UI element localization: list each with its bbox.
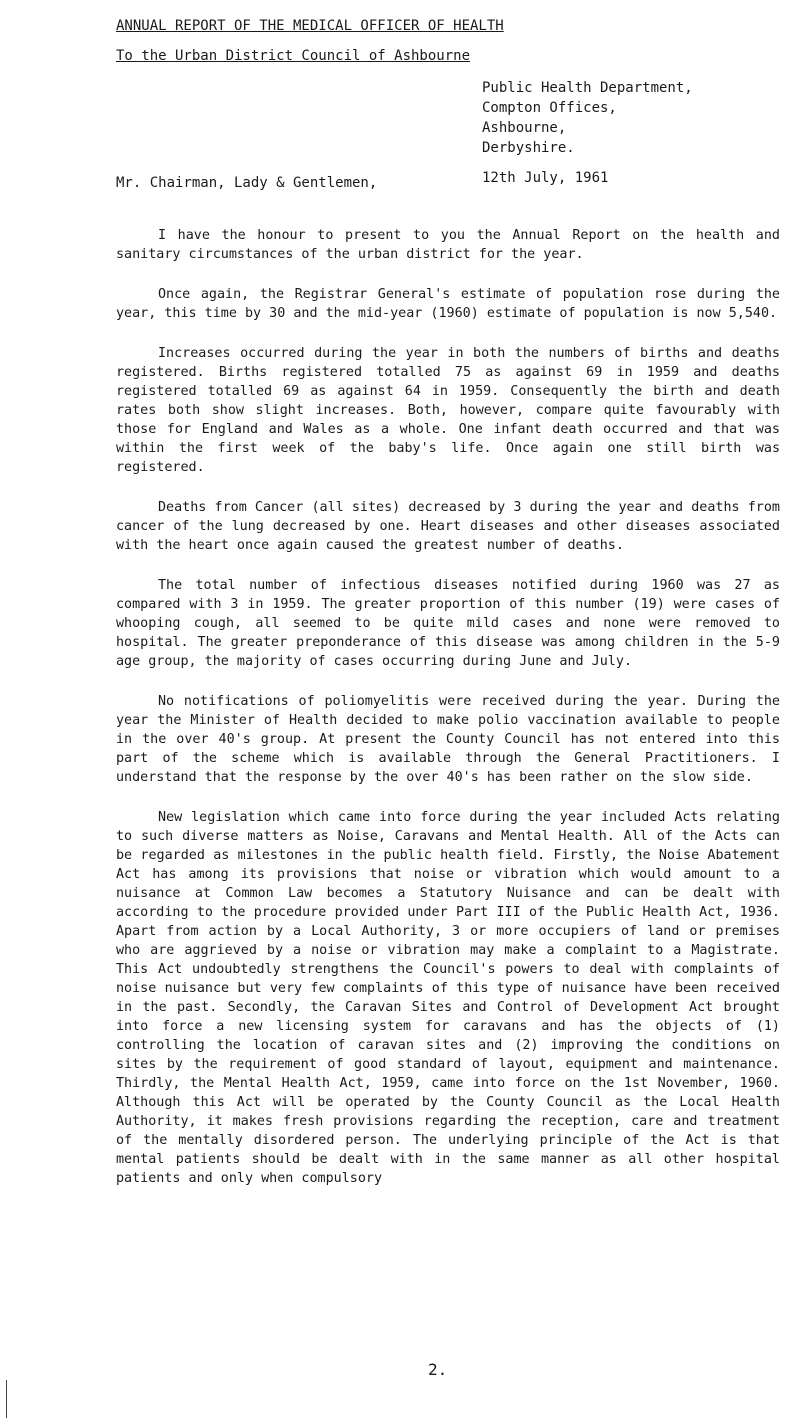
page-number: 2. [428, 1360, 448, 1379]
address-line: Derbyshire. [482, 140, 575, 156]
report-title: ANNUAL REPORT OF THE MEDICAL OFFICER OF HEALTH [116, 18, 504, 34]
paragraph-population: Once again, the Registrar General's estimate of population rose during the year, this time by 30 and the mid-year (1960) estimate of population is now 5,540. [116, 287, 780, 321]
salutation: Mr. Chairman, Lady & Gentlemen, [116, 175, 378, 191]
address-line: Ashbourne, [482, 120, 567, 136]
paragraph-legislation: New legislation which came into force during the year included Acts relating to such diverse matters as Noise, Caravans and Mental Health. All of the Acts can be regarded as milestones in the public health field. Firstly, the Noise Abatement Act has among its provisions that noise or vibration which would amount to a nuisance at Common Law becomes a Statutory Nuisance and can be dealt with according to the procedure provided under Part III of the Public Health Act, 1936. Apart from action by a Local Authority, 3 or more occupiers of land or premises who are aggrieved by a noise or vibration may make a complaint to a Magistrate. This Act undoubtedly strengthens the Council's powers to deal with complaints of noise nuisance but very few complaints of this type of nuisance have been received in the past. Secondly, the Caravan Sites and Control of Development Act brought into force a new licensing system for caravans and has the objects of (1) controlling the location of caravan sites and (2) improving the conditions on sites by the requirement of good standard of layout, equipment and maintenance. Thirdly, the Mental Health Act, 1959, came into force on the 1st November, 1960. Although this Act will be operated by the County Council as the Local Health Authority, it makes fresh provisions regarding the reception, care and treatment of the mentally disordered person. The underlying principle of the Act is that mental patients should be dealt with in the same manner as all other hospital patients and only when compulsory [116, 810, 780, 1186]
paragraph-poliomyelitis: No notifications of poliomyelitis were received during the year. During the year the Minister of Health decided to make polio vaccination available to people in the over 40's group. At present the County Council has not entered into this part of the scheme which is available through the General Practitioners. I understand that the response by the over 40's has been rather on the slow side. [116, 694, 780, 785]
address-line: Public Health Department, [482, 80, 693, 96]
sender-address [482, 78, 693, 158]
margin-rule [6, 1380, 7, 1418]
letter-date: 12th July, 1961 [482, 170, 609, 186]
paragraph-infectious-diseases: The total number of infectious diseases notified during 1960 was 27 as compared with 3 in 1959. The greater proportion of this number (19) were cases of whooping cough, all seemed to be quite mild cases and none were removed to hospital. The greater preponderance of this disease was among children in the 5-9 age group, the majority of cases occurring during June and July. [116, 578, 780, 669]
paragraph-births-deaths: Increases occurred during the year in both the numbers of births and deaths registered. Births registered totalled 75 as against 69 in 1959 and deaths registered totalled 69 as against 64 in 1959. Consequently the birth and death rates both show slight increases. Both, however, compare quite favourably with those for England and Wales as a whole. One infant death occurred and that was within the first week of the baby's life. Once again one still birth was registered. [116, 346, 780, 475]
paragraph-introduction: I have the honour to present to you the Annual Report on the health and sanitary circumstances of the urban district for the year. [116, 228, 780, 262]
report-body [116, 226, 780, 1209]
address-line: Compton Offices, [482, 100, 617, 116]
report-addressee: To the Urban District Council of Ashbourne [116, 48, 471, 64]
paragraph-cancer: Deaths from Cancer (all sites) decreased by 3 during the year and deaths from cancer of the lung decreased by one. Heart diseases and other diseases associated with the heart once again caused the greatest number of deaths. [116, 500, 780, 553]
